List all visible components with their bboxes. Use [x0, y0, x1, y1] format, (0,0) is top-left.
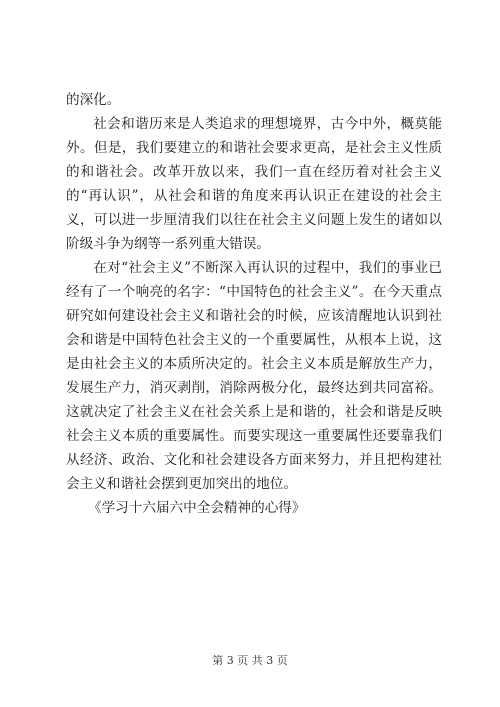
- paragraph-social-harmony: 社会和谐历来是人类追求的理想境界，古今中外，概莫能外。但是，我们要建立的和谐社会要求更高，是社会主义性质的和谐社会。改革开放以来，我们一直在经历着对社会主义的“再认识”，从社会和谐的角度来再认识正在建设的社会主义，可以进一步厘清我们以往在社会主义问题上发生的诸如以阶级斗争为纲等一系列重大错误。: [66, 116, 442, 252]
- paragraph-chinese-socialism: 在对“社会主义”不断深入再认识的过程中，我们的事业已经有了一个响亮的名字：“中国特色的社会主义”。在今天重点研究如何建设社会主义和谐社会的时候，应该清醒地认识到社会和谐是中国特色社会主义的一个重要属性，从根本上说，这是由社会主义的本质所决定的。社会主义本质是解放生产力，发展生产力，消灭剥削，消除两极分化，最终达到共同富裕。这就决定了社会主义在社会关系上是和谐的，社会和谐是反映社会主义本质的重要属性。而要实现这一重要属性还要靠我们从经济、政治、文化和社会建设各方面来努力，并且把构建社会主义和谐社会摆到更加突出的地位。: [66, 260, 442, 492]
- document-body: [66, 88, 442, 520]
- paragraph-continuation: 的深化。: [66, 92, 121, 108]
- closing-title: 《学习十六届六中全会精神的心得》: [88, 500, 306, 516]
- page-number-label: 第 3 页 共 3 页: [212, 654, 288, 667]
- page-footer: [0, 652, 500, 668]
